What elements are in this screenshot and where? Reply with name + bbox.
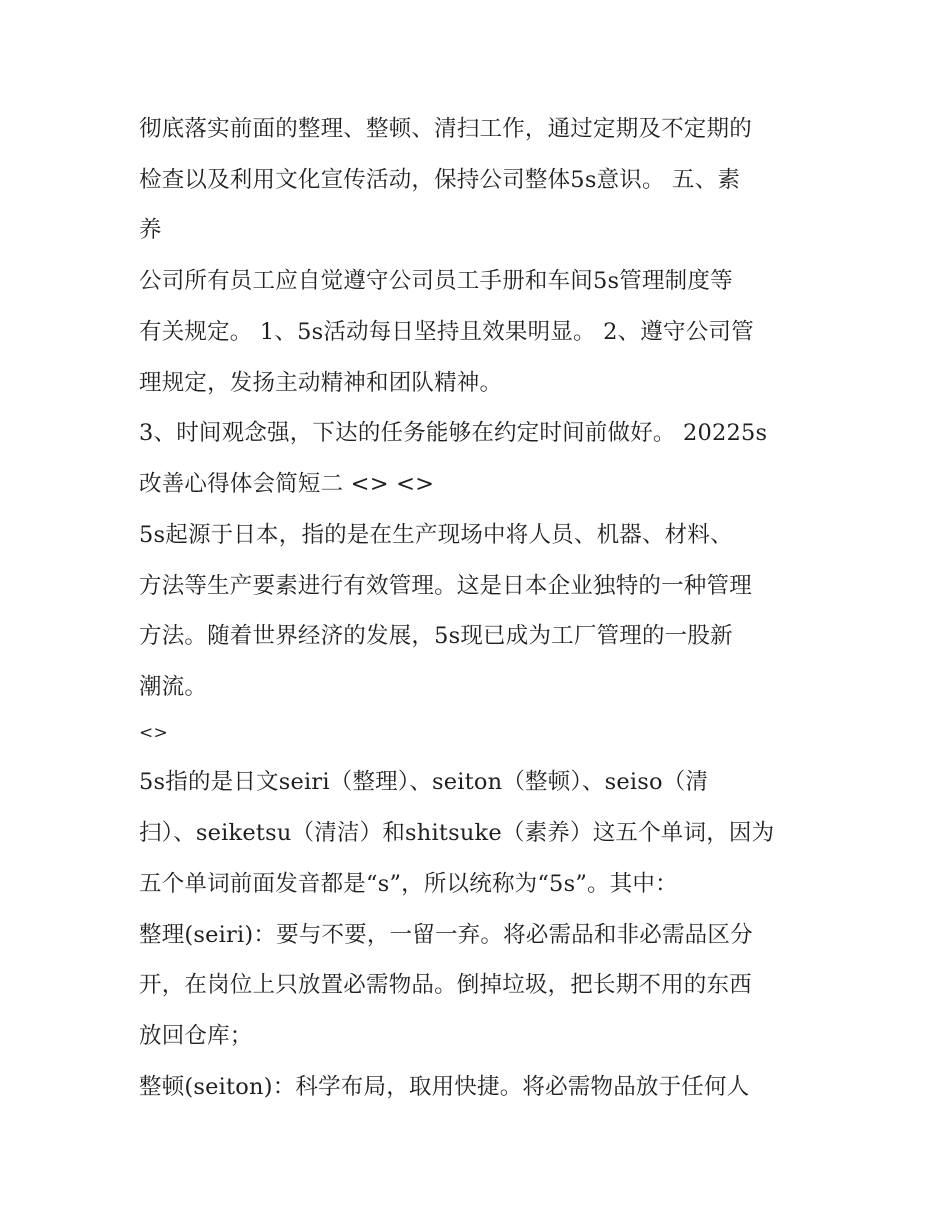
- text-line-8: 改善心得体会简短二 <> <>: [139, 471, 435, 497]
- text-line-10: 方法等生产要素进行有效管理。这是日本企业独特的一种管理: [139, 573, 752, 599]
- text-line-1: 彻底落实前面的整理、整顿、清扫工作，通过定期及不定期的: [139, 116, 752, 142]
- text-line-5: 有关规定。 1、5s活动每日坚持且效果明显。 2、遵守公司管: [139, 319, 754, 345]
- text-line-3: 养: [139, 217, 162, 243]
- text-line-12: 潮流。: [139, 674, 208, 700]
- text-line-20: 整顿(seiton)：科学布局，取用快捷。将必需物品放于任何人: [139, 1074, 750, 1100]
- text-line-9: 5s起源于日本，指的是在生产现场中将人员、机器、材料、: [139, 522, 733, 548]
- text-line-16: 五个单词前面发音都是“s”，所以统称为“5s”。其中：: [139, 871, 678, 897]
- text-line-4: 公司所有员工应自觉遵守公司员工手册和车间5s管理制度等: [139, 268, 733, 294]
- text-line-15: 扫）、seiketsu（清洁）和shitsuke（素养）这五个单词，因为: [139, 820, 775, 846]
- text-line-7: 3、时间观念强，下达的任务能够在约定时间前做好。 20225s: [139, 420, 768, 446]
- text-line-6: 理规定，发扬主动精神和团队精神。: [139, 370, 503, 396]
- text-line-18: 开，在岗位上只放置必需物品。倒掉垃圾，把长期不用的东西: [139, 972, 752, 998]
- text-line-13: <>: [139, 723, 168, 743]
- text-line-19: 放回仓库；: [139, 1023, 253, 1049]
- text-line-14: 5s指的是日文seiri（整理）、seiton（整顿）、seiso（清: [139, 769, 709, 795]
- text-line-17: 整理(seiri)：要与不要，一留一弃。将必需品和非必需品区分: [139, 922, 753, 948]
- text-line-2: 检查以及利用文化宣传活动，保持公司整体5s意识。 五、素: [139, 167, 741, 193]
- text-line-11: 方法。随着世界经济的发展，5s现已成为工厂管理的一股新: [139, 623, 733, 649]
